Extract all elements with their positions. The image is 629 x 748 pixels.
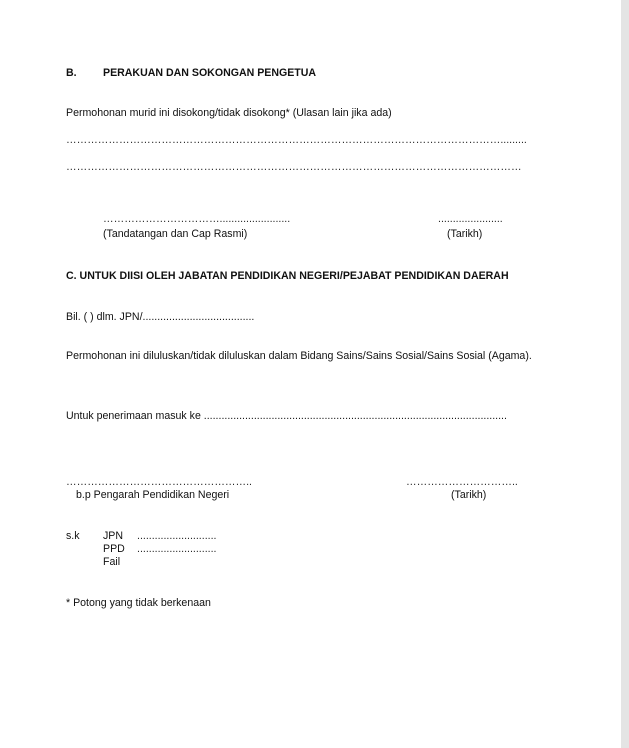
- admission-line: Untuk penerimaan masuk ke .......................................................................................................: [66, 410, 507, 422]
- signature-label: (Tandatangan dan Cap Rasmi): [103, 228, 248, 240]
- remarks-line-1: …………………………………………………………………………………………………………….........: [66, 134, 527, 146]
- reference-number: Bil. ( ) dlm. JPN/......................................: [66, 311, 255, 323]
- section-b-letter: B.: [66, 67, 77, 79]
- copy-line-ppd: ...........................: [137, 543, 217, 555]
- copy-recipient-jpn: JPN: [103, 530, 124, 542]
- copy-line-jpn: ...........................: [137, 530, 217, 542]
- director-label: b.p Pengarah Pendidikan Negeri: [76, 489, 230, 501]
- signature-line: ……………………………........................: [103, 213, 291, 225]
- section-c-title: C. UNTUK DIISI OLEH JABATAN PENDIDIKAN NEGERI/PEJABAT PENDIDIKAN DAERAH: [66, 270, 509, 282]
- copy-to-label: s.k: [66, 530, 80, 542]
- date-label-c: (Tarikh): [451, 489, 487, 501]
- footnote: * Potong yang tidak berkenaan: [66, 597, 211, 609]
- recommendation-statement: Permohonan murid ini disokong/tidak disokong* (Ulasan lain jika ada): [66, 107, 392, 119]
- section-b-title: PERAKUAN DAN SOKONGAN PENGETUA: [103, 67, 317, 79]
- date-line-b: ......................: [438, 213, 503, 225]
- date-label-b: (Tarikh): [447, 228, 483, 240]
- date-line-c: …………………………..: [406, 476, 518, 488]
- director-signature-line: ……………………………………………..: [66, 476, 252, 488]
- approval-statement: Permohonan ini diluluskan/tidak diluluskan dalam Bidang Sains/Sains Sosial/Sains Sosial (Agama).: [66, 350, 532, 362]
- copy-recipient-ppd: PPD: [103, 543, 125, 555]
- copy-recipient-fail: Fail: [103, 556, 121, 568]
- remarks-line-2: …………………………………………………………………………………………………………………: [66, 161, 522, 173]
- page-edge: [621, 0, 629, 748]
